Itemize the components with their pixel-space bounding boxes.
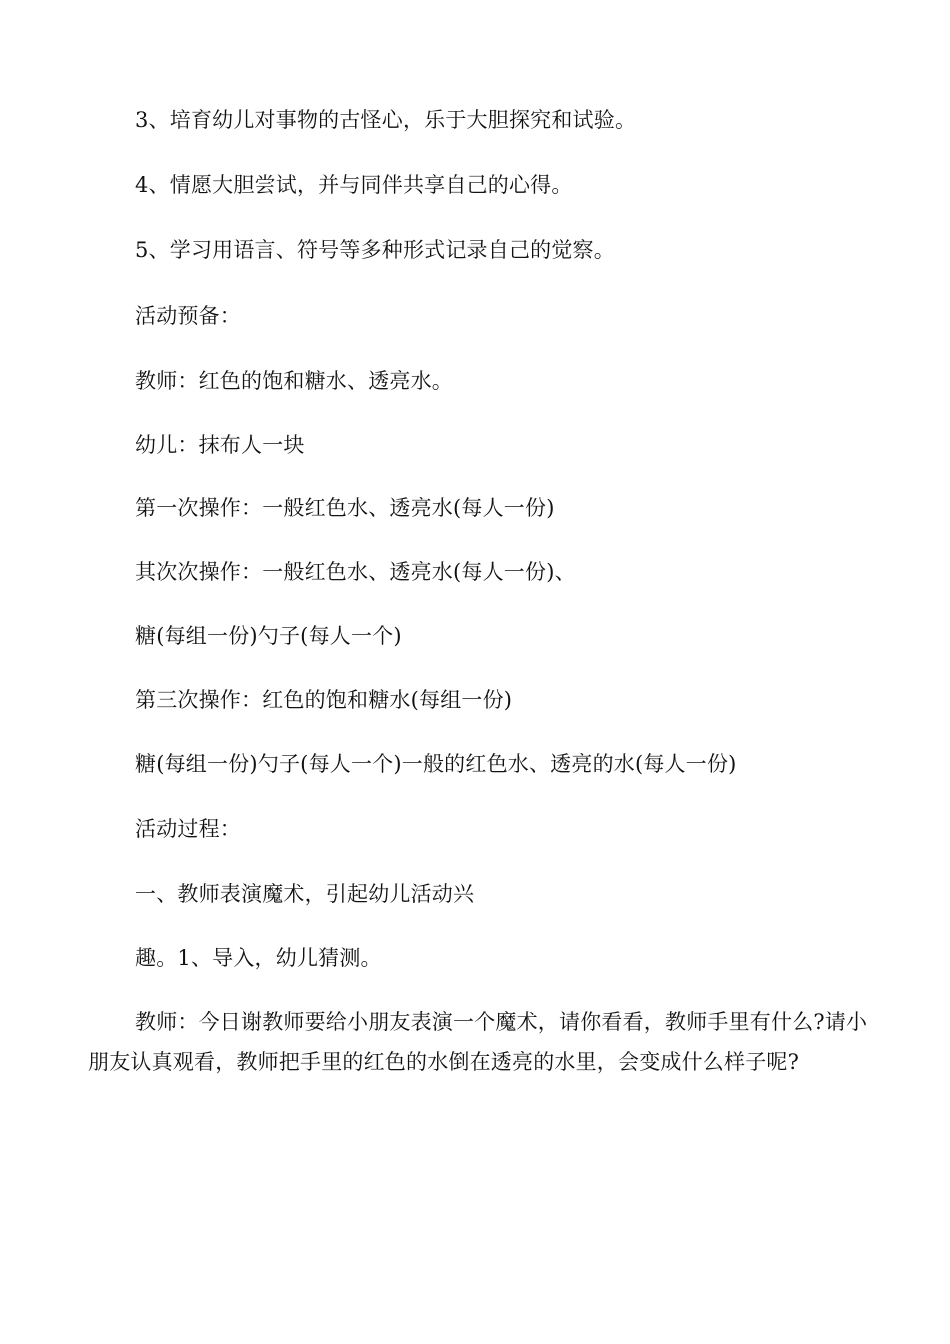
text-line-5: 教师：红色的饱和糖水、透亮水。 <box>135 369 453 393</box>
text-line-6: 幼儿：抹布人一块 <box>135 433 305 457</box>
text-line-10: 第三次操作：红色的饱和糖水(每组一份) <box>135 688 513 712</box>
text-line-9: 糖(每组一份)勺子(每人一个) <box>135 624 402 648</box>
final-paragraph: 教师：今日谢教师要给小朋友表演一个魔术，请你看看，教师手里有什么?请小朋友认真观看，教师把手里的红色的水倒在透亮的水里，会变成什么样子呢? <box>88 1010 868 1074</box>
text-line-14: 趣。1、导入，幼儿猜测。 <box>135 946 382 970</box>
section-heading-preparation: 活动预备： <box>135 304 241 328</box>
text-line-7: 第一次操作：一般红色水、透亮水(每人一份) <box>135 496 555 520</box>
text-line-1: 3、培育幼儿对事物的古怪心，乐于大胆探究和试验。 <box>135 108 637 132</box>
text-line-13: 一、教师表演魔术，引起幼儿活动兴 <box>135 882 475 906</box>
text-line-8: 其次次操作：一般红色水、透亮水(每人一份)、 <box>135 560 576 584</box>
text-line-2: 4、情愿大胆尝试，并与同伴共享自己的心得。 <box>135 173 573 197</box>
section-heading-process: 活动过程： <box>135 817 241 841</box>
text-line-3: 5、学习用语言、符号等多种形式记录自己的觉察。 <box>135 238 615 262</box>
text-line-11: 糖(每组一份)勺子(每人一个)一般的红色水、透亮的水(每人一份) <box>135 752 737 776</box>
